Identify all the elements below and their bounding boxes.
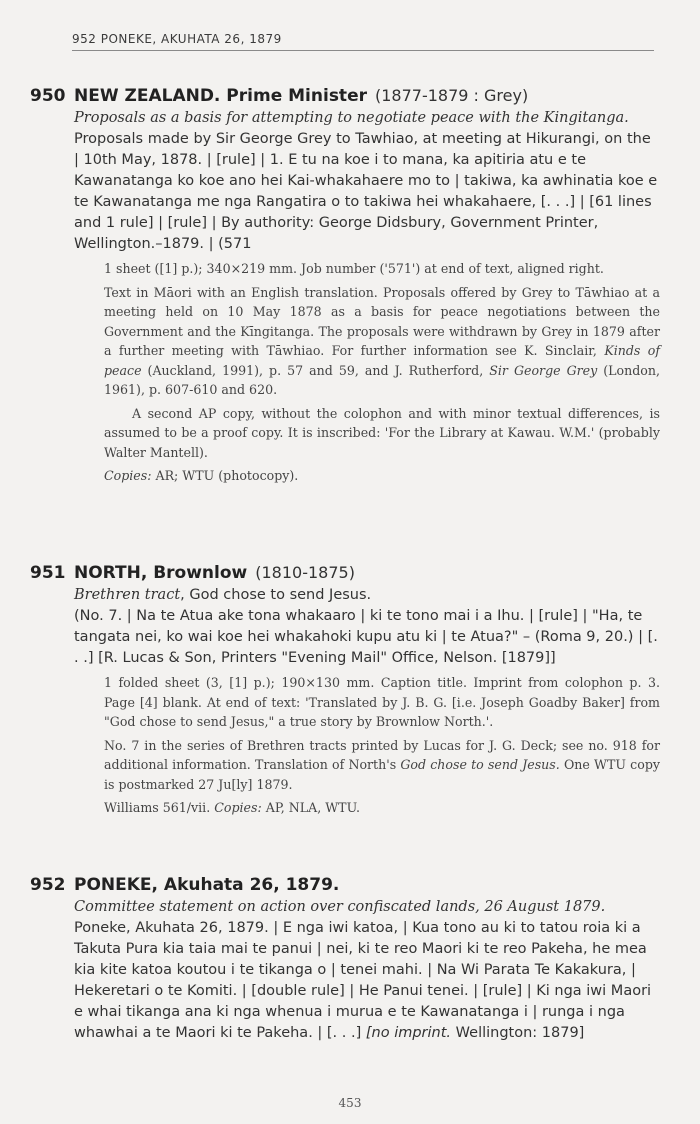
note: A second AP copy, without the colophon and with minor textual differences, is assumed to be a proof copy. It is inscribed: 'For the Library at Kawau. W.M.' (probably Walter Mantell). [104,405,660,460]
entry-number: 951 [30,563,66,583]
entry-951 [30,563,660,822]
entry-number: 950 [30,86,66,106]
running-head: 952 PONEKE, AKUHATA 26, 1879 [72,32,654,51]
entry-heading: NEW ZEALAND. Prime Minister [74,86,367,106]
note: No. 7 in the series of Brethren tracts printed by Lucas for J. G. Deck; see no. 918 for additional information. Translation of North's God chose to send Jesus. One WTU copy is postmarked 27 Ju[ly] 1879. [104,737,660,792]
physical-description: 1 folded sheet (3, [1] p.); 190×130 mm. Caption title. Imprint from colophon p. 3. Page [4] blank. At end of text: 'Translated by J. B. G. [i.e. Joseph Goadby Baker] from "God chose to send Jesus," a true story by Brownlow North.'. [104,675,660,729]
copies: Copies: AR; WTU (photocopy). [104,468,299,483]
entry-transcript: Proposals made by Sir George Grey to Tawhiao, at meeting at Hikurangi, on the | 10th May, 1878. | [rule] | 1. E tu na koe i to mana, ka apitiria atu e te Kawanatanga ko koe ano hei Kai-whakahaere mo to | takiwa, ka awhinatia koe e te Kawanatanga me nga Rangatira o to takiwa hei whakahaere, [. . .] | [61 lines and 1 rule] | [rule] | By authority: George Didsbury, Government Printer, Wellington.–1879. | (571 [74,131,658,252]
entry-heading: PONEKE, Akuhata 26, 1879. [74,875,340,895]
entry-dates: (1877-1879 : Grey) [374,86,529,105]
note: Text in Māori with an English translation. Proposals offered by Grey to Tāwhiao at a meeting held on 10 May 1878 as a basis for peace negotiations between the Government and the Kīngitanga. The proposals were withdrawn by Grey in 1879 after a further meeting with Tāwhiao. For further information see K. Sinclair, Kinds of peace (Auckland, 1991), p. 57 and 59, and J. Rutherford, Sir George Grey (London, 1961), p. 607-610 and 620. [104,284,660,397]
entry-title: Committee statement on action over confiscated lands, 26 August 1879. [74,899,606,915]
entry-transcript: Poneke, Akuhata 26, 1879. | E nga iwi katoa, | Kua tono au ki to tatou roia ki a Takuta Pura kia taia mai te panui | nei, ki te reo Maori ki te reo Pakeha, he mea kia kite katoa koutou i te tikanga o | tenei mahi. | Na Wi Parata Te Kakakura, | Hekeretari o te Komiti. | [double rule] | He Panui tenei. | [rule] | Ki nga iwi Maori e whai tikanga ana ki nga whenua i murua e te Kawanatanga i | runga i nga whawhai a te Maori ki te Pakeha. | [. . .] [no imprint. Wellington: 1879] [74,920,652,1041]
entry-transcript: (No. 7. | Na te Atua ake tona whakaaro | ki te tono mai i a Ihu. | [rule] | "Ha, te tangata nei, ko wai koe hei whakahoki kupu atu ki | te Atua?" – (Roma 9, 20.) | [. . .] [R. Lucas & Son, Printers "Evening Mail" Office, Nelson. [1879]] [74,608,658,666]
entry-title: Brethren tract, God chose to send Jesus. [74,587,372,603]
physical-description: 1 sheet ([1] p.); 340×219 mm. Job number ('571') at end of text, aligned right. [104,261,604,276]
entry-952 [30,875,660,1044]
page-number: 453 [338,1096,362,1110]
entry-950 [30,86,660,490]
entry-number: 952 [30,875,66,895]
entry-dates: (1810-1875) [255,563,355,582]
entry-heading: NORTH, Brownlow [74,563,248,583]
copies: Williams 561/vii. Copies: AP, NLA, WTU. [104,800,361,815]
entry-title: Proposals as a basis for attempting to negotiate peace with the Kingitanga. [74,110,629,126]
